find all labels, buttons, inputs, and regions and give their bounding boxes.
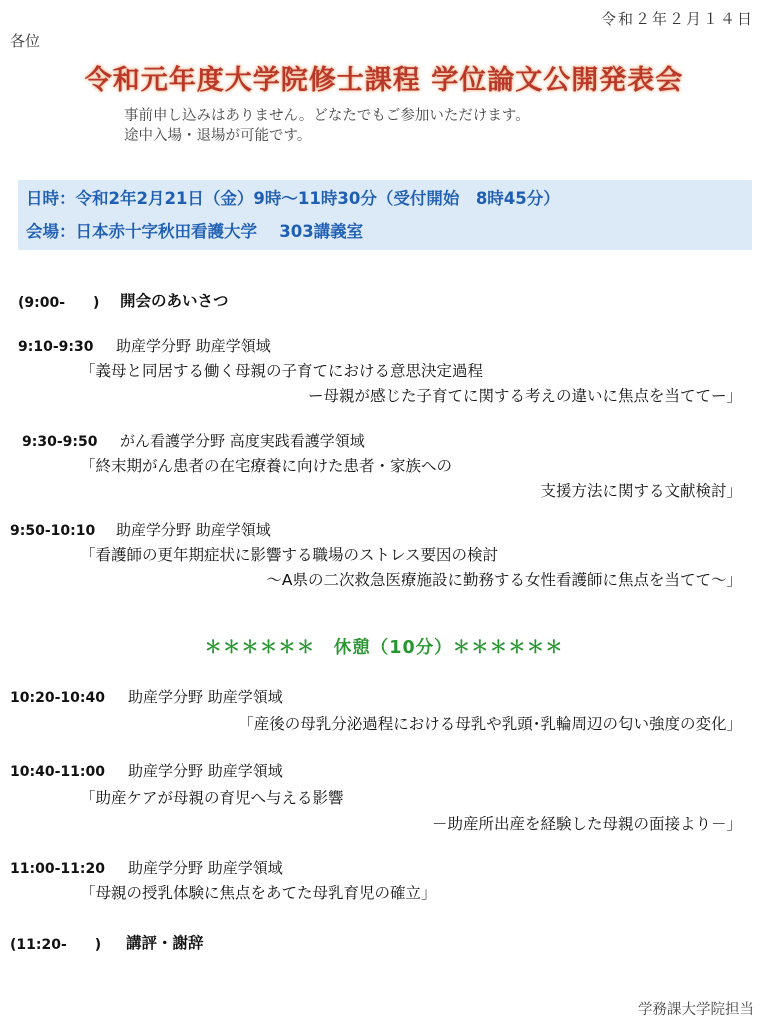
session-3-title-line-2: ～A県の二次救急医療施設に勤務する女性看護師に焦点を当てて～」 — [266, 571, 742, 589]
session-4-field: 助産学分野 助産学領域 — [128, 688, 283, 706]
session-4-title-line-1: 「産後の母乳分泌過程における母乳や乳頭･乳輪周辺の匂い強度の変化」 — [238, 715, 742, 733]
session-2-title-line-1: 「終末期がん患者の在宅療養に向けた患者・家族への — [80, 457, 453, 475]
session-3-time: 9:50-10:10 — [10, 523, 96, 539]
session-5-field: 助産学分野 助産学領域 — [128, 762, 283, 780]
event-datetime: 日時：令和2年2月21日（金）9時～11時30分（受付開始 8時45分） — [26, 189, 560, 208]
footer-contact: 学務課大学院担当 — [638, 1002, 754, 1018]
document-date: 令和２年２月１４日 — [600, 10, 754, 28]
break-banner: ＊＊＊＊＊＊ 休憩（10分）＊＊＊＊＊＊ — [204, 638, 564, 658]
session-1-title-line-1: 「義母と同居する働く母親の子育てにおける意思決定過程 — [80, 362, 484, 380]
session-1-time: 9:10-9:30 — [18, 339, 94, 355]
session-6-field: 助産学分野 助産学領域 — [128, 859, 283, 877]
addressee: 各位 — [10, 32, 41, 50]
session-1-field: 助産学分野 助産学領域 — [116, 337, 271, 355]
session-4-time: 10:20-10:40 — [10, 690, 105, 706]
session-5-title-line-2: －助産所出産を経験した母親の面接より－」 — [431, 815, 742, 833]
closing-label: 講評・謝辞 — [126, 934, 204, 952]
session-1-title-line-2: ー母親が感じた子育てに関する考えの違いに焦点を当ててー」 — [307, 387, 742, 405]
closing-time: (11:20- ) — [10, 937, 102, 953]
event-venue: 会場：日本赤十字秋田看護大学 303講義室 — [26, 222, 364, 241]
opening-label: 開会のあいさつ — [120, 292, 229, 310]
notice-line-2: 途中入場・退場が可能です。 — [124, 128, 312, 144]
page-title: 令和元年度大学院修士課程 学位論文公開発表会 — [84, 65, 684, 96]
session-6-title-line-1: 「母親の授乳体験に焦点をあてた母乳育児の確立」 — [80, 884, 437, 902]
session-3-field: 助産学分野 助産学領域 — [116, 521, 271, 539]
session-5-time: 10:40-11:00 — [10, 764, 105, 780]
notice-line-1: 事前申し込みはありません。どなたでもご参加いただけます。 — [124, 108, 530, 124]
session-6-time: 11:00-11:20 — [10, 861, 105, 877]
session-5-title-line-1: 「助産ケアが母親の育児へ与える影響 — [80, 789, 344, 807]
session-3-title-line-1: 「看護師の更年期症状に影響する職場のストレス要因の検討 — [80, 546, 499, 564]
session-2-time: 9:30-9:50 — [22, 434, 98, 450]
opening-time: (9:00- ) — [18, 295, 100, 311]
session-2-title-line-2: 支援方法に関する文献検討」 — [540, 482, 742, 500]
session-2-field: がん看護学分野 高度実践看護学領域 — [120, 432, 365, 450]
